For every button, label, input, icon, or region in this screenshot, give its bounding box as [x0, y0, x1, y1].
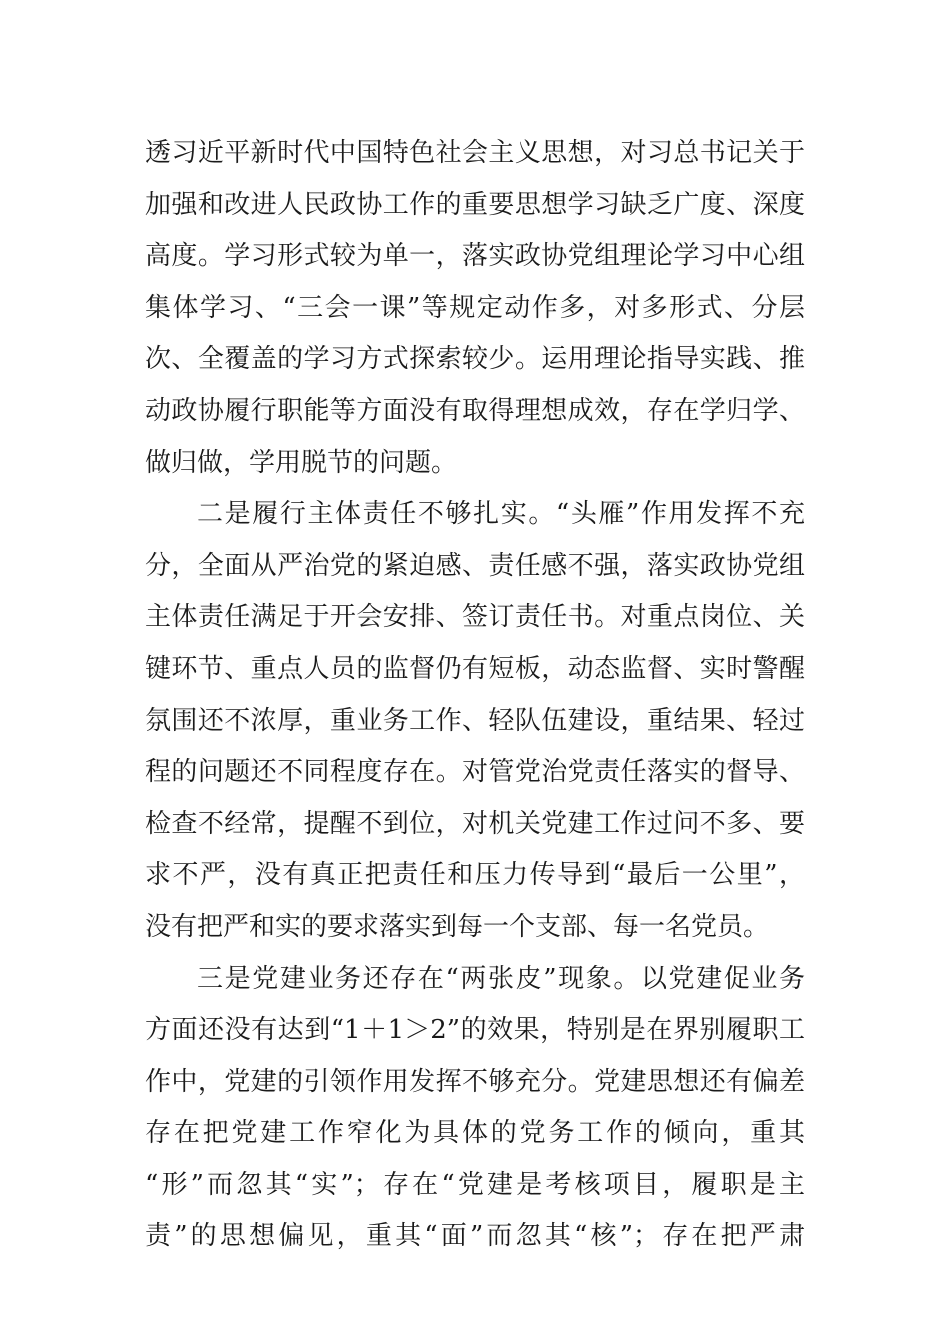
text-line: 做归做，学用脱节的问题。: [145, 447, 458, 478]
text-line: 动政协履行职能等方面没有取得理想成效，存在学归学、: [145, 395, 805, 426]
text-line: 高度。学习形式较为单一，落实政协党组理论学习中心组: [145, 241, 805, 272]
paragraph-2: [145, 489, 805, 953]
text-line: 键环节、重点人员的监督仍有短板，动态监督、实时警醒: [145, 653, 805, 684]
text-line: 检查不经常，提醒不到位，对机关党建工作过问不多、要: [145, 808, 805, 839]
text-line: 作中，党建的引领作用发挥不够充分。党建思想还有偏差: [145, 1066, 805, 1097]
text-line: 方面还没有达到“1＋1＞2”的效果，特别是在界别履职工: [145, 1015, 805, 1046]
paragraph-1: [145, 128, 805, 489]
text-line: 二是履行主体责任不够扎实。“头雁”作用发挥不充: [197, 499, 805, 530]
text-line: 没有把严和实的要求落实到每一个支部、每一名党员。: [145, 911, 770, 942]
text-line: 透习近平新时代中国特色社会主义思想，对习总书记关于: [145, 138, 805, 168]
text-line: 次、全覆盖的学习方式探索较少。运用理论指导实践、推: [145, 344, 805, 375]
text-line: 集体学习、“三会一课”等规定动作多，对多形式、分层: [145, 292, 805, 323]
paragraph-3: [145, 954, 805, 1264]
text-line: 程的问题还不同程度存在。对管党治党责任落实的督导、: [145, 757, 805, 788]
body-text: [145, 128, 805, 1263]
text-line: “形”而忽其“实”；存在“党建是考核项目，履职是主: [145, 1169, 805, 1200]
text-line: 分，全面从严治党的紧迫感、责任感不强，落实政协党组: [145, 550, 805, 581]
text-line: 三是党建业务还存在“两张皮”现象。以党建促业务: [197, 963, 805, 994]
text-line: 责”的思想偏见，重其“面”而忽其“核”；存在把严肃: [145, 1221, 805, 1252]
text-line: 求不严，没有真正把责任和压力传导到“最后一公里”，: [145, 860, 805, 891]
text-line: 加强和改进人民政协工作的重要思想学习缺乏广度、深度: [145, 189, 805, 220]
text-line: 主体责任满足于开会安排、签订责任书。对重点岗位、关: [145, 602, 805, 633]
text-line: 存在把党建工作窄化为具体的党务工作的倾向，重其: [145, 1118, 805, 1149]
text-line: 氛围还不浓厚，重业务工作、轻队伍建设，重结果、轻过: [145, 705, 805, 736]
